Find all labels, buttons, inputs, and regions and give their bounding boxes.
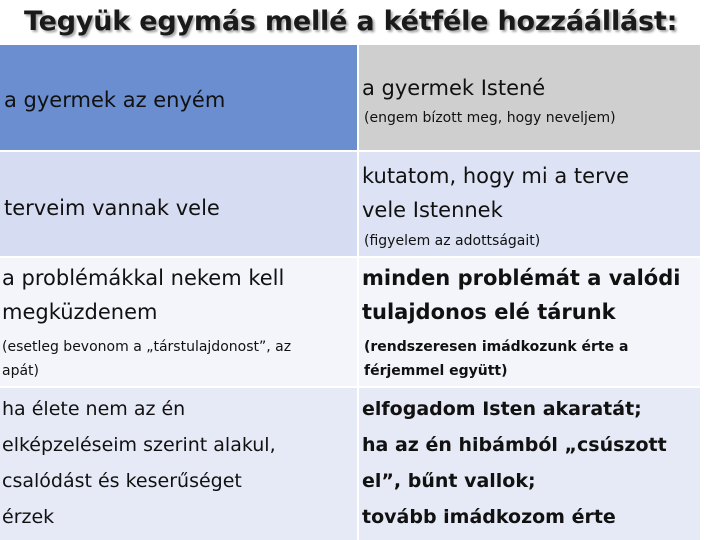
row4-left-line3: csalódást és keserűséget (2, 470, 242, 492)
row4-left-line1: ha élete nem az én (2, 398, 186, 420)
row3-right-text-line1: minden problémát a valódi (362, 266, 681, 290)
row2-left-text: terveim vannak vele (4, 196, 220, 220)
row3-right-text-line2: tulajdonos elé tárunk (362, 300, 616, 324)
row1-left-cell (0, 45, 358, 151)
row3-left-text-line1: a problémákkal nekem kell (2, 266, 285, 290)
row-divider-3 (0, 386, 700, 388)
row3-left-note-line2: apát) (2, 363, 39, 379)
row3-left-text-line2: megküzdenem (2, 300, 158, 324)
row4-left-line2: elképzeléseim szerint alakul, (2, 434, 276, 456)
row1-right-note: (engem bízott meg, hogy neveljem) (364, 110, 616, 126)
row3-right-note-line2: férjemmel együtt) (364, 363, 508, 379)
row3-right-cell (358, 257, 700, 387)
row2-left-cell (0, 151, 358, 257)
row2-right-text-line1: kutatom, hogy mi a terve (362, 164, 630, 188)
row-divider-1 (0, 150, 700, 152)
row3-left-note-line1: (esetleg bevonom a „társtulajdonost”, az (2, 339, 292, 355)
row1-left-text: a gyermek az enyém (4, 88, 226, 112)
row4-left-line4: érzek (2, 506, 55, 528)
row1-right-cell (358, 45, 700, 151)
row2-right-text-line2: vele Istennek (362, 198, 503, 222)
row3-left-cell (0, 257, 358, 387)
row1-right-text: a gyermek Istené (362, 76, 546, 100)
row2-right-note: (figyelem az adottságait) (364, 233, 541, 249)
column-divider (357, 45, 359, 540)
row-divider-2 (0, 256, 700, 258)
row3-right-note-line1: (rendszeresen imádkozunk érte a (364, 339, 629, 355)
row4-right-line2: ha az én hibámból „csúszott (362, 434, 667, 456)
row4-right-line1: elfogadom Isten akaratát; (362, 398, 642, 420)
slide-title: Tegyük egymás mellé a kétféle hozzáállást: (24, 6, 678, 37)
row4-right-line4: tovább imádkozom érte (362, 506, 616, 528)
row4-right-cell (358, 387, 700, 540)
row4-right-line3: el”, bűnt vallok; (362, 470, 536, 492)
row2-right-cell (358, 151, 700, 257)
row4-left-cell (0, 387, 358, 540)
